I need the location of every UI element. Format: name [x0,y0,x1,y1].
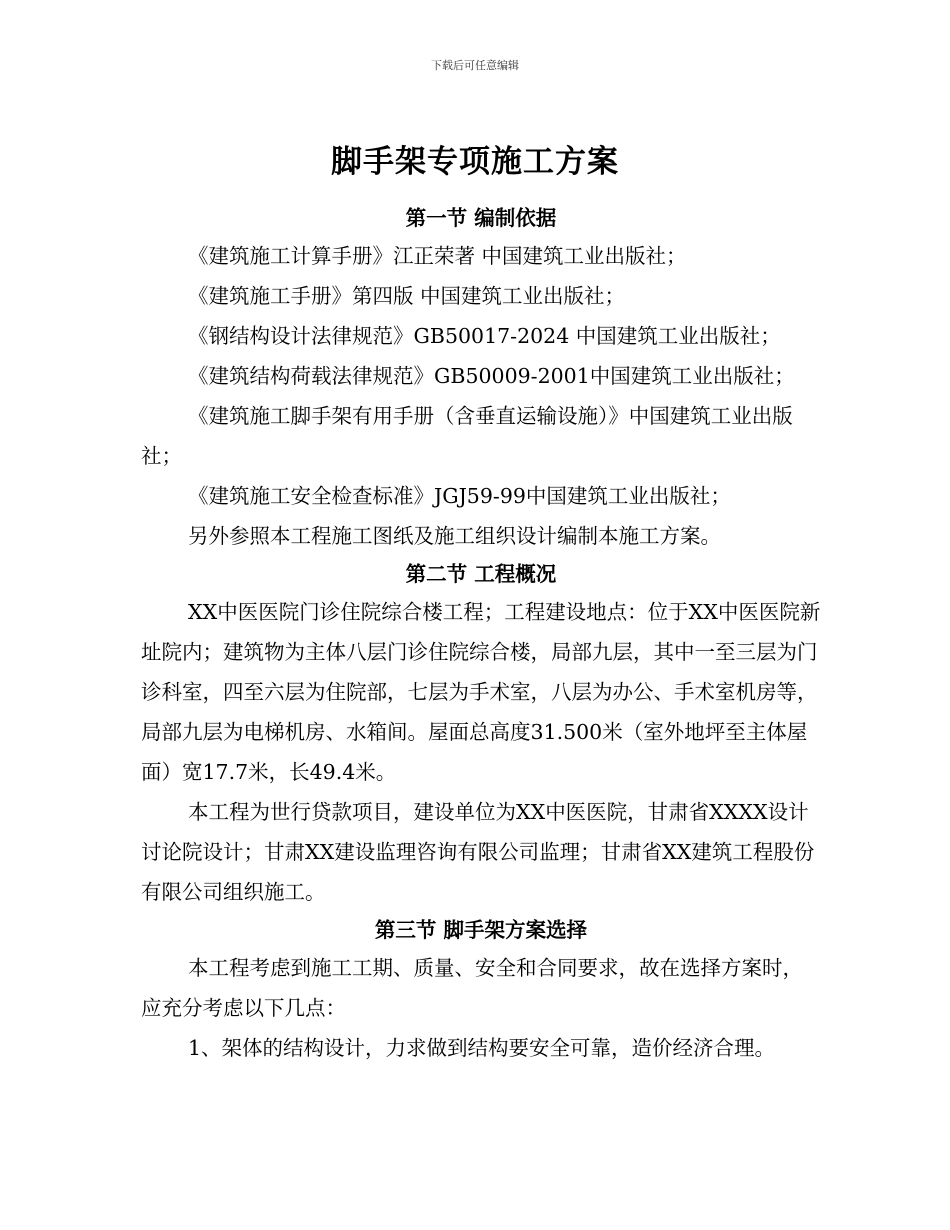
paragraph: 《钢结构设计法律规范》GB50017-2024 中国建筑工业出版社； [188,324,781,348]
paragraph: 《建筑施工脚手架有用手册（含垂直运输设施）》中国建筑工业出版社； [141,404,793,468]
paragraph: 本工程考虑到施工工期、质量、安全和合同要求，故在选择方案时，应充分考虑以下几点： [141,956,803,1020]
section-heading: 第二节 工程概况 [405,562,557,586]
paragraph: 《建筑施工手册》第四版 中国建筑工业出版社； [188,284,626,308]
section-heading: 第三节 脚手架方案选择 [374,918,588,942]
paragraph: 《建筑施工安全检查标准》JGJ59-99中国建筑工业出版社； [188,484,731,508]
document-title: 脚手架专项施工方案 [331,144,619,180]
paragraph: 本工程为世行贷款项目，建设单位为XX中医医院，甘肃省XXXX设计讨论院设计；甘肃XX建设监理咨询有限公司监理；甘肃省XX建筑工程股份有限公司组织施工。 [141,800,815,904]
paragraph: 《建筑施工计算手册》江正荣著 中国建筑工业出版社； [188,244,687,268]
paragraph: 另外参照本工程施工图纸及施工组织设计编制本施工方案。 [188,524,721,548]
document-body [141,200,821,1068]
paragraph: XX中医医院门诊住院综合楼工程；工程建设地点：位于XX中医医院新址院内；建筑物为主体八层门诊住院综合楼，局部九层，其中一至三层为门诊科室，四至六层为住院部，七层为手术室，八层为办公、手术室机房等，局部九层为电梯机房、水箱间。屋面总高度31.500米（室外地坪至主体屋面）宽17.7米，长49.4米。 [141,600,821,784]
paragraph: 1、架体的结构设计，力求做到结构要安全可靠，造价经济合理。 [188,1036,776,1060]
section-heading: 第一节 编制依据 [405,206,557,230]
page-header-note: 下载后可任意编辑 [431,59,519,72]
paragraph: 《建筑结构荷载法律规范》GB50009-2001中国建筑工业出版社； [188,364,795,388]
